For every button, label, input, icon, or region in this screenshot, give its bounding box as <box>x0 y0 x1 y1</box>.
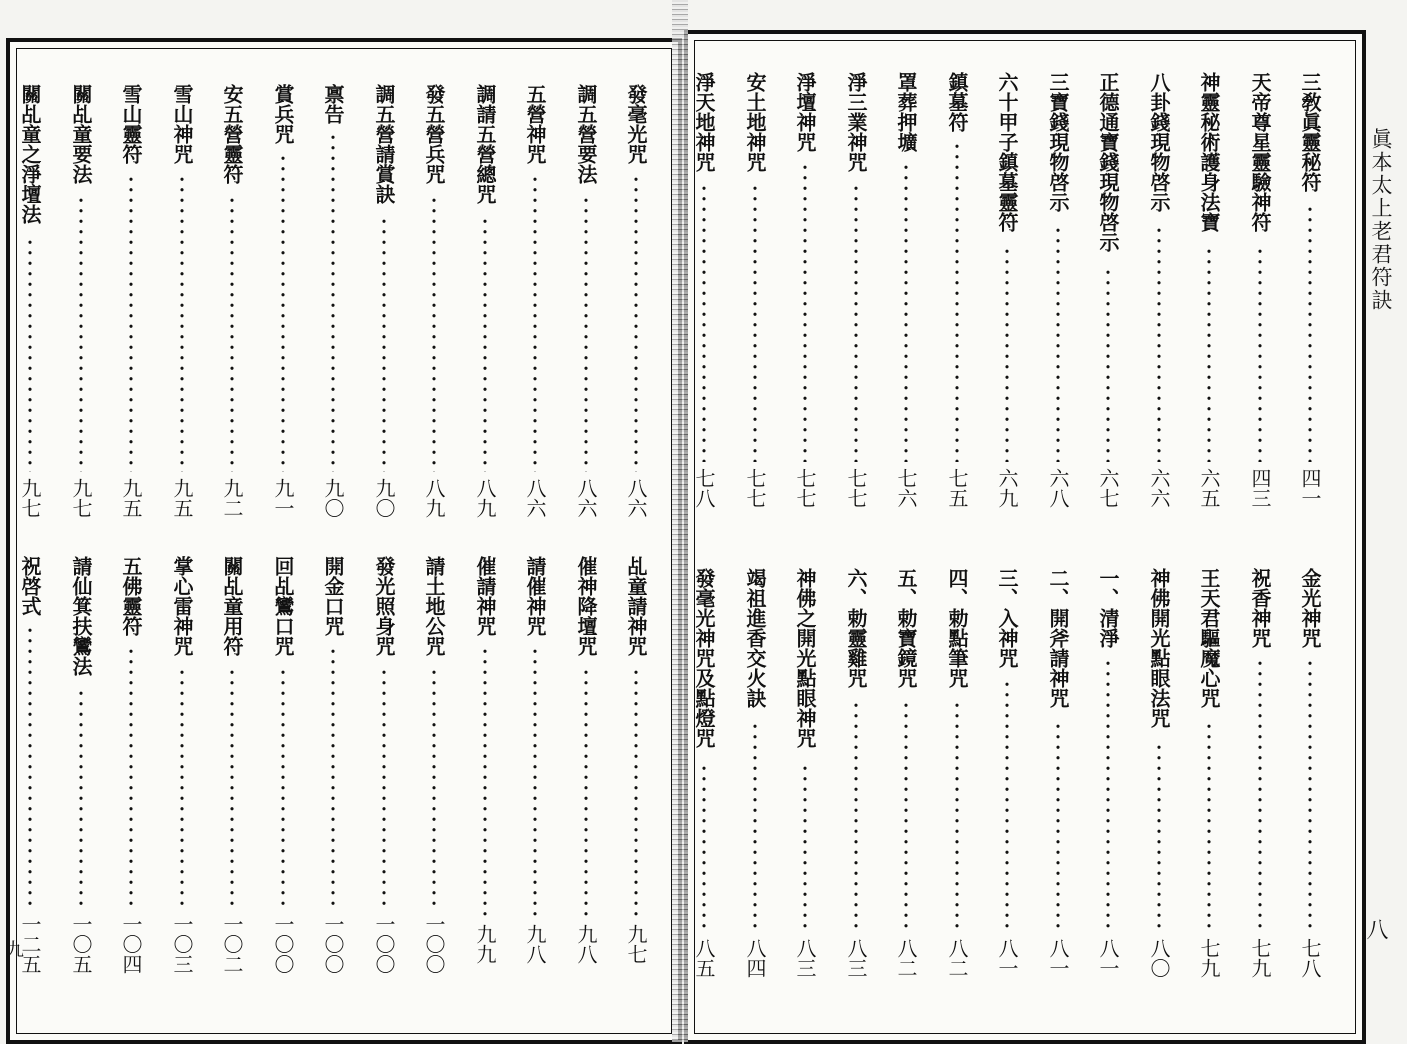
toc-entry <box>61 556 101 1010</box>
toc-entry-title: 催神降壇咒 <box>574 556 598 656</box>
toc-entry-page: 八五 <box>692 938 716 978</box>
toc-entry-title: 三、入神咒 <box>995 568 1019 668</box>
toc-entry <box>987 72 1027 530</box>
leader-dots <box>955 141 959 462</box>
toc-entry <box>785 72 825 530</box>
leader-dots <box>904 162 908 462</box>
toc-entry-page: 八九 <box>422 478 446 518</box>
toc-entry <box>735 568 775 1010</box>
toc-entry-page: 八三 <box>844 938 868 978</box>
leader-dots <box>634 174 638 472</box>
leader-dots <box>129 646 133 908</box>
toc-entry-title: 發毫光神咒及點燈咒 <box>692 568 716 748</box>
toc-entry-title: 四、勅點筆咒 <box>945 568 969 688</box>
toc-entry <box>987 568 1027 1010</box>
toc-entry <box>162 556 202 1010</box>
leader-dots <box>1106 658 1110 932</box>
toc-entry-title: 一、清淨 <box>1096 568 1120 648</box>
leader-dots <box>129 174 133 472</box>
toc-entry-title: 五營神咒 <box>523 84 547 164</box>
leader-dots <box>483 216 487 472</box>
toc-entry-page: 八六 <box>624 478 648 518</box>
toc-entry-page: 一〇二 <box>220 914 244 974</box>
toc-entry <box>515 556 555 1010</box>
leader-dots <box>955 700 959 932</box>
leader-dots <box>1005 246 1009 462</box>
toc-entry-title: 淨天地神咒 <box>692 72 716 172</box>
toc-entry <box>212 556 252 1010</box>
toc-entry-title: 回乩鸞口咒 <box>271 556 295 656</box>
toc-entry-page: 一二五 <box>18 914 42 974</box>
toc-entry <box>10 556 50 1010</box>
toc-entry-page: 一〇〇 <box>271 914 295 974</box>
leader-dots <box>1308 204 1312 462</box>
toc-entry-title: 請土地公咒 <box>422 556 446 656</box>
leader-dots <box>230 667 234 908</box>
leader-dots <box>1056 721 1060 932</box>
toc-entry-title: 調請五營總咒 <box>473 84 497 204</box>
toc-entry <box>465 84 505 530</box>
toc-entry-page: 八六 <box>523 478 547 518</box>
leader-dots <box>432 667 436 908</box>
toc-entry-page: 九八 <box>574 924 598 964</box>
leader-dots <box>483 646 487 918</box>
toc-entry <box>263 556 303 1010</box>
toc-entry-title: 掌心雷神咒 <box>170 556 194 656</box>
toc-entry-title: 王天君驅魔心咒 <box>1197 568 1221 708</box>
leader-dots <box>1157 742 1161 932</box>
toc-entry-title: 發五營兵咒 <box>422 84 446 184</box>
toc-entry-title: 五、勅寶鏡咒 <box>894 568 918 688</box>
leader-dots <box>1106 267 1110 462</box>
toc-entry-page: 八九 <box>473 478 497 518</box>
toc-entry <box>364 84 404 530</box>
toc-entry-title: 關乩童要法 <box>69 84 93 184</box>
toc-entry-title: 調五營要法 <box>574 84 598 184</box>
leader-dots <box>753 183 757 462</box>
toc-entry-title: 鎮墓符 <box>945 72 969 132</box>
toc-entry-title: 三敎眞靈秘符 <box>1298 72 1322 192</box>
toc-entry-page: 七七 <box>743 468 767 508</box>
toc-entry-title: 雪山神咒 <box>170 84 194 164</box>
leader-dots <box>854 183 858 462</box>
toc-entry <box>1240 568 1280 1010</box>
toc-entry-page: 六八 <box>1046 468 1070 508</box>
leader-dots <box>1207 721 1211 932</box>
toc-entry-page: 八二 <box>945 938 969 978</box>
leader-dots <box>79 688 83 908</box>
toc-entry-title: 三寶錢現物啓示 <box>1046 72 1070 212</box>
leader-dots <box>432 195 436 472</box>
leader-dots <box>331 646 335 908</box>
toc-entry-title: 五佛靈符 <box>119 556 143 636</box>
toc-entry <box>1139 72 1179 530</box>
toc-entry-page: 七八 <box>1298 938 1322 978</box>
toc-entry <box>566 556 606 1010</box>
toc-entry <box>515 84 555 530</box>
toc-entry <box>566 84 606 530</box>
toc-entry <box>684 568 724 1010</box>
leader-dots <box>1056 225 1060 462</box>
toc-entry-page: 四一 <box>1298 468 1322 508</box>
toc-entry <box>616 84 656 530</box>
toc-entry-page: 九二 <box>220 478 244 518</box>
toc-entry-page: 七九 <box>1197 938 1221 978</box>
toc-entry-page: 一〇五 <box>69 914 93 974</box>
toc-entry <box>1038 568 1078 1010</box>
toc-entry-page: 一〇〇 <box>321 914 345 974</box>
toc-entry <box>1088 72 1128 530</box>
page-number: 八 <box>1363 918 1388 940</box>
toc-entry-page: 八〇 <box>1147 938 1171 978</box>
leader-dots <box>28 237 32 472</box>
leader-dots <box>281 667 285 908</box>
toc-entry <box>735 72 775 530</box>
leader-dots <box>803 763 807 932</box>
toc-entry <box>836 568 876 1010</box>
toc-entry-title: 請催神咒 <box>523 556 547 636</box>
leader-dots <box>180 667 184 908</box>
toc-entry <box>111 556 151 1010</box>
toc-entry-title: 竭祖進香交火訣 <box>743 568 767 708</box>
toc-entry-title: 雪山靈符 <box>119 84 143 164</box>
toc-entry-page: 八二 <box>894 938 918 978</box>
toc-entry-title: 開金口咒 <box>321 556 345 636</box>
leader-dots <box>803 162 807 462</box>
toc-entry-title: 祝啓式 <box>18 556 42 616</box>
toc-entry-page: 七七 <box>793 468 817 508</box>
toc-entry-page: 六九 <box>995 468 1019 508</box>
toc-entry <box>162 84 202 530</box>
toc-entry <box>886 568 926 1010</box>
toc-entry-page: 九〇 <box>372 478 396 518</box>
toc-entry-page: 八一 <box>995 938 1019 978</box>
leader-dots <box>634 667 638 918</box>
toc-entry-page: 四三 <box>1248 468 1272 508</box>
toc-entry-page: 八一 <box>1046 938 1070 978</box>
toc-entry <box>684 72 724 530</box>
toc-entry-title: 正德通寶錢現物啓示 <box>1096 72 1120 252</box>
toc-entry-title: 六、勅靈雞咒 <box>844 568 868 688</box>
toc-entry <box>937 72 977 530</box>
toc-entry <box>886 72 926 530</box>
toc-entry <box>364 556 404 1010</box>
toc-entry <box>1139 568 1179 1010</box>
toc-entry-page: 六六 <box>1147 468 1171 508</box>
toc-entry-page: 九五 <box>170 478 194 518</box>
toc-entry <box>937 568 977 1010</box>
toc-entry-page: 九五 <box>119 478 143 518</box>
left-margin-mark: 九 <box>3 940 24 958</box>
toc-entry-title: 賞兵咒 <box>271 84 295 144</box>
toc-entry-title: 祝香神咒 <box>1248 568 1272 648</box>
toc-entry-page: 七八 <box>692 468 716 508</box>
toc-entry <box>465 556 505 1010</box>
leader-dots <box>382 216 386 472</box>
leader-dots <box>382 667 386 908</box>
leader-dots <box>584 195 588 472</box>
book-title: 眞本太上老君符訣 <box>1369 128 1393 312</box>
toc-entry <box>212 84 252 530</box>
leader-dots <box>1258 246 1262 462</box>
toc-entry-title: 神佛之開光點眼神咒 <box>793 568 817 748</box>
toc-entry-title: 天帝尊星靈驗神符 <box>1248 72 1272 232</box>
toc-entry-title: 淨壇神咒 <box>793 72 817 152</box>
toc-entry <box>1088 568 1128 1010</box>
leader-dots <box>1207 246 1211 462</box>
leader-dots <box>281 153 285 472</box>
leader-dots <box>1308 658 1312 932</box>
toc-entry-title: 乩童請神咒 <box>624 556 648 656</box>
toc-entry <box>263 84 303 530</box>
toc-entry <box>111 84 151 530</box>
toc-entry-page: 八四 <box>743 938 767 978</box>
toc-entry-title: 罩葬押壙 <box>894 72 918 152</box>
toc-entry-page: 九八 <box>523 924 547 964</box>
leader-dots <box>79 195 83 472</box>
toc-entry-page: 六五 <box>1197 468 1221 508</box>
toc-entry-page: 八六 <box>574 478 598 518</box>
toc-entry-title: 金光神咒 <box>1298 568 1322 648</box>
toc-entry-page: 一〇〇 <box>422 914 446 974</box>
toc-entry-page: 九九 <box>473 924 497 964</box>
toc-entry <box>1189 568 1229 1010</box>
toc-entry <box>785 568 825 1010</box>
toc-entry-page: 八三 <box>793 938 817 978</box>
toc-entry-title: 神佛開光點眼法咒 <box>1147 568 1171 728</box>
toc-entry <box>414 556 454 1010</box>
toc-entry-page: 一〇三 <box>170 914 194 974</box>
toc-entry-page: 七七 <box>844 468 868 508</box>
leader-dots <box>230 195 234 472</box>
toc-entry-page: 七五 <box>945 468 969 508</box>
toc-entry <box>10 84 50 530</box>
toc-entry <box>414 84 454 530</box>
leader-dots <box>28 625 32 908</box>
toc-entry-title: 發毫光咒 <box>624 84 648 164</box>
toc-entry-title: 關乩童之淨壇法 <box>18 84 42 224</box>
toc-entry-page: 六七 <box>1096 468 1120 508</box>
toc-entry-page: 九〇 <box>321 478 345 518</box>
toc-entry <box>1038 72 1078 530</box>
toc-entry-title: 神靈秘術護身法寶 <box>1197 72 1221 232</box>
toc-entry <box>1290 72 1330 530</box>
leader-dots <box>702 763 706 932</box>
leader-dots <box>904 700 908 932</box>
toc-entry <box>61 84 101 530</box>
toc-entry-page: 一〇〇 <box>372 914 396 974</box>
toc-entry-page: 七六 <box>894 468 918 508</box>
toc-entry <box>836 72 876 530</box>
toc-entry-page: 九七 <box>18 478 42 518</box>
leader-dots <box>702 183 706 462</box>
toc-entry-page: 一〇四 <box>119 914 143 974</box>
leader-dots <box>533 174 537 472</box>
toc-entry-title: 六十甲子鎮墓靈符 <box>995 72 1019 232</box>
toc-entry-title: 淨三業神咒 <box>844 72 868 172</box>
toc-entry-title: 二、開斧請神咒 <box>1046 568 1070 708</box>
leader-dots <box>1005 679 1009 932</box>
toc-entry-title: 催請神咒 <box>473 556 497 636</box>
toc-entry-title: 安五營靈符 <box>220 84 244 184</box>
toc-entry-title: 關乩童用符 <box>220 556 244 656</box>
leader-dots <box>331 132 335 472</box>
toc-entry <box>616 556 656 1010</box>
toc-entry <box>313 556 353 1010</box>
toc-entry <box>313 84 353 530</box>
toc-entry-page: 八一 <box>1096 938 1120 978</box>
toc-entry-title: 調五營請賞訣 <box>372 84 396 204</box>
leader-dots <box>180 174 184 472</box>
toc-entry-title: 八卦錢現物啓示 <box>1147 72 1171 212</box>
toc-entry-page: 九七 <box>69 478 93 518</box>
toc-entry-page: 九七 <box>624 924 648 964</box>
toc-entry-page: 九一 <box>271 478 295 518</box>
toc-entry-title: 禀告 <box>321 84 345 124</box>
leader-dots <box>1258 658 1262 932</box>
toc-entry <box>1290 568 1330 1010</box>
leader-dots <box>1157 225 1161 462</box>
leader-dots <box>753 721 757 932</box>
toc-entry-title: 發光照身咒 <box>372 556 396 656</box>
toc-entry <box>1189 72 1229 530</box>
toc-entry <box>1240 72 1280 530</box>
toc-entry-title: 安土地神咒 <box>743 72 767 172</box>
toc-entry-page: 七九 <box>1248 938 1272 978</box>
toc-entry-title: 請仙箕扶鸞法 <box>69 556 93 676</box>
leader-dots <box>533 646 537 918</box>
leader-dots <box>584 667 588 918</box>
leader-dots <box>854 700 858 932</box>
